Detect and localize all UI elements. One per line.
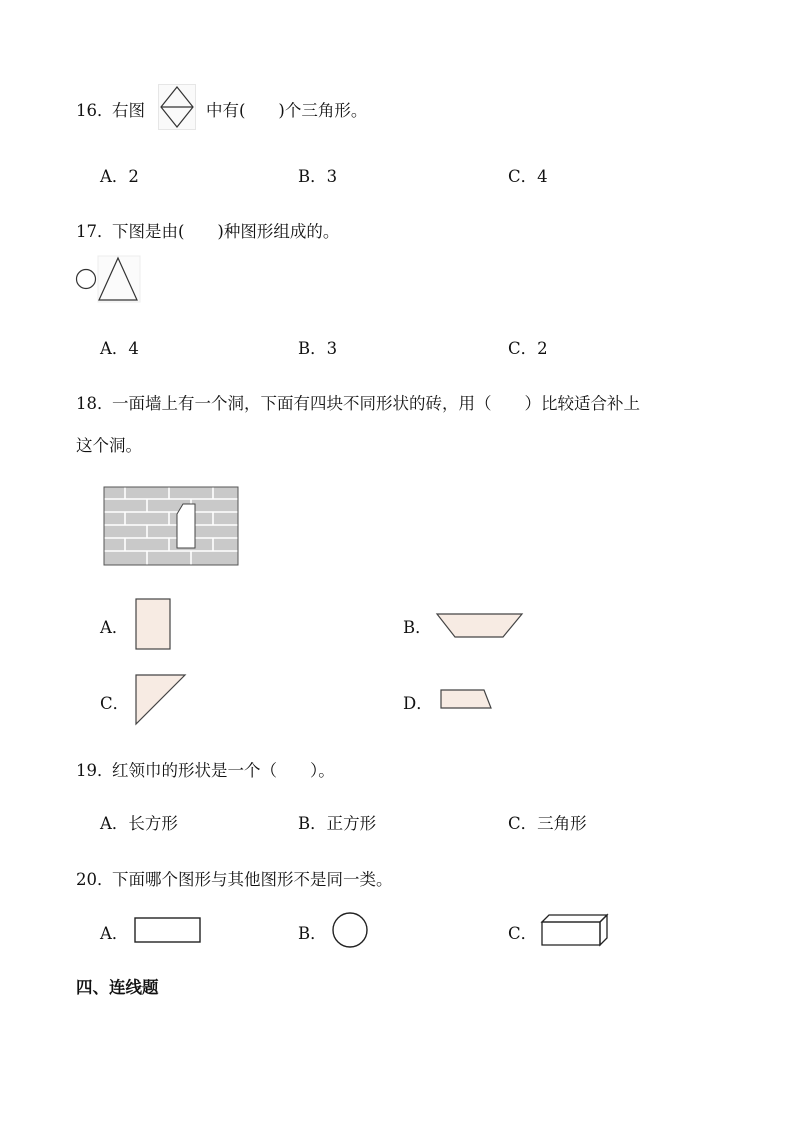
q17-text: 下图是由( )种图形组成的。 [112,222,340,241]
q18-option-c-triangle-tile[interactable] [133,673,189,727]
q18-brick-wall-figure [103,486,239,566]
option-text: 3 [326,167,338,186]
option-text: 4 [537,167,548,186]
q18-option-d-parallelogram-tile[interactable] [439,688,495,712]
q16-pre-text: 右图 [112,101,145,120]
option-label: A． [100,814,129,833]
q20-option-c-cuboid[interactable] [539,912,611,948]
section-4-title: 四、连线题 [76,978,159,997]
q16-number: 16． [76,101,114,120]
option-text: 长方形 [128,814,178,833]
option-label: C． [508,339,538,358]
option-label: A． [100,339,129,358]
q16-option-b[interactable] [298,163,337,187]
q18-line2: 这个洞。 [76,436,142,455]
q20-option-b-circle[interactable] [330,911,370,949]
option-label: C． [508,814,538,833]
q18-number: 18． [76,394,114,413]
option-text: 正方形 [326,814,377,833]
q20-option-b-label[interactable]: B． [298,924,327,943]
q20-option-a-rectangle[interactable] [133,916,203,944]
option-label: B． [298,339,327,358]
option-text: 2 [128,167,139,186]
q20-option-a-label[interactable]: A． [100,924,129,943]
q16-rhombus-figure [158,84,196,130]
q18-option-a-label[interactable]: A． [100,618,129,637]
q16-post-text: 中有( )个三角形。 [206,101,368,120]
q20-option-c-label[interactable]: C． [508,924,538,943]
q20-text: 下面哪个图形与其他图形不是同一类。 [112,870,393,889]
option-label: B． [298,167,327,186]
option-text: 3 [326,339,338,358]
option-label: A． [100,167,129,186]
q19-text: 红领巾的形状是一个（ ）。 [112,761,335,780]
q19-option-b[interactable] [298,810,376,834]
q19-number: 19． [76,761,114,780]
option-text: 三角形 [537,814,587,833]
option-text: 4 [128,339,139,358]
q16-option-a[interactable] [100,163,139,187]
q18-option-c-label[interactable]: C． [100,694,130,713]
q19-option-a[interactable] [100,810,178,834]
q18-option-b-label[interactable]: B． [403,618,432,637]
option-label: C． [508,167,538,186]
q18-option-d-label[interactable]: D． [403,694,433,713]
q18-option-a-rectangle-tile[interactable] [135,598,173,650]
q16-option-c[interactable] [508,163,548,187]
q17-option-c[interactable] [508,335,548,359]
option-text: 2 [537,339,548,358]
option-label: B． [298,814,327,833]
q20-number: 20． [76,870,114,889]
q18-line1: 一面墙上有一个洞，下面有四块不同形状的砖，用（ ）比较适合补上 [112,394,640,413]
q18-option-b-trapezoid-tile[interactable] [435,612,525,640]
q17-circle-triangle-figure [74,255,142,303]
q17-number: 17． [76,222,114,241]
q19-option-c[interactable] [508,810,587,834]
q17-option-a[interactable] [100,335,139,359]
q17-option-b[interactable] [298,335,337,359]
